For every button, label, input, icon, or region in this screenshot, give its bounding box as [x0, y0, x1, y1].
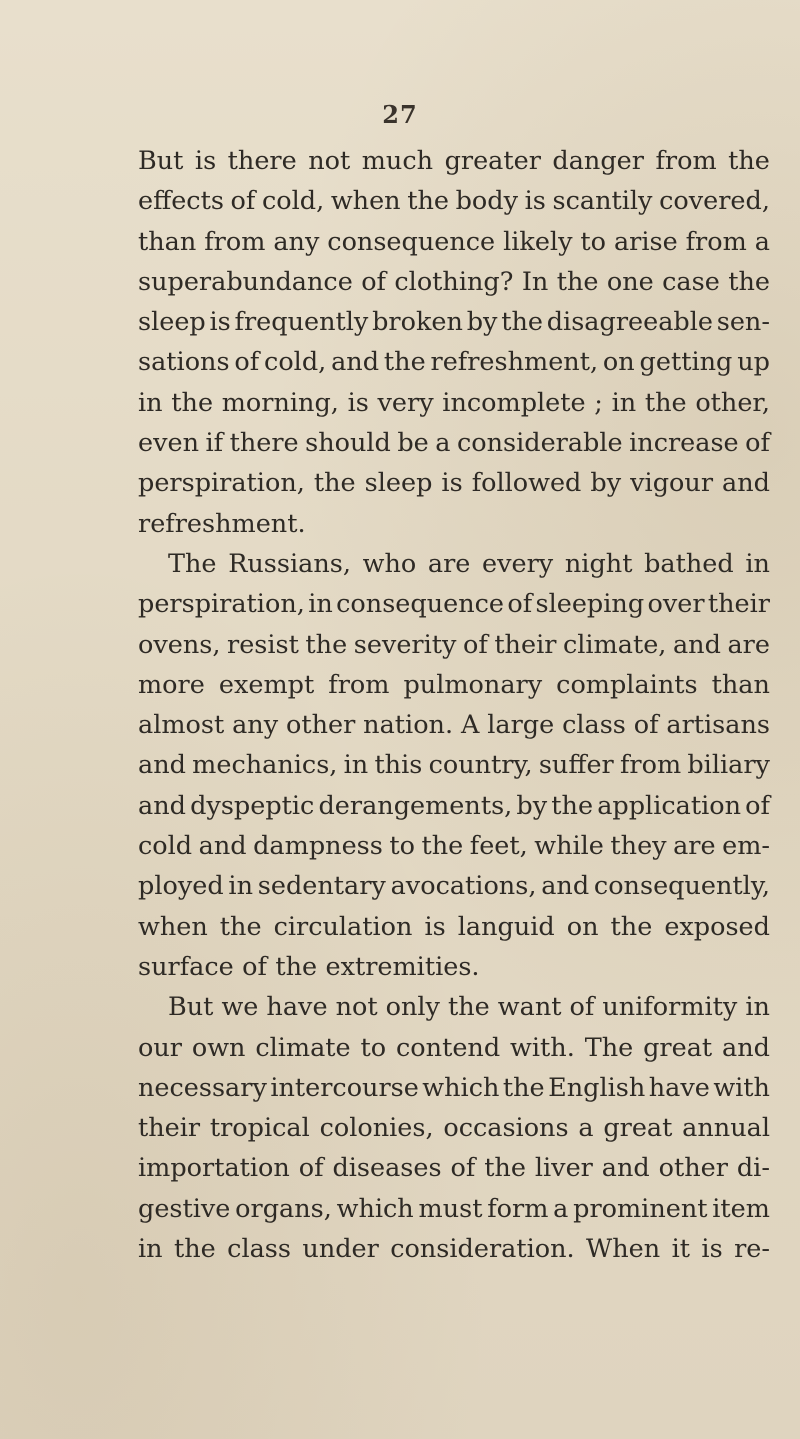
word: uniformity	[602, 992, 738, 1023]
word: great	[603, 1113, 673, 1144]
word: Russians,	[228, 548, 351, 579]
word: should	[305, 428, 391, 459]
text-line	[138, 584, 770, 624]
word: The	[584, 1032, 634, 1063]
word: broken	[372, 307, 463, 338]
text-line	[138, 342, 770, 382]
word: diseases	[332, 1153, 442, 1184]
word: of	[745, 790, 770, 821]
word: of	[234, 347, 260, 378]
page-number: 27	[382, 100, 418, 129]
word: if	[205, 428, 224, 459]
word: the	[728, 146, 770, 176]
text-line	[138, 181, 770, 221]
word: arise	[613, 226, 678, 257]
word: other	[286, 710, 356, 741]
word: much	[361, 146, 434, 176]
text-line	[138, 262, 770, 302]
word: of	[361, 266, 386, 297]
word: from	[685, 226, 747, 257]
word: But	[168, 992, 214, 1023]
word: organs,	[235, 1193, 332, 1224]
word: not	[308, 146, 351, 176]
text-line	[138, 705, 770, 745]
text-line	[138, 1068, 770, 1108]
word: want	[497, 992, 562, 1023]
word: on	[602, 347, 635, 378]
word: liver	[534, 1153, 593, 1184]
text-line	[138, 383, 770, 423]
word: cold,	[264, 347, 327, 378]
word: is	[441, 468, 463, 499]
word: in	[343, 750, 369, 781]
word: of	[507, 589, 533, 620]
word: The	[168, 548, 217, 579]
word: of	[298, 1153, 324, 1184]
word: a	[435, 428, 451, 459]
word: which	[422, 1072, 500, 1103]
word: But	[138, 146, 184, 176]
word: own	[191, 1032, 246, 1063]
text-line	[138, 1229, 770, 1269]
word: and	[601, 1153, 650, 1184]
word: bathed	[644, 548, 734, 579]
word: consideration.	[390, 1234, 575, 1265]
word: are	[727, 629, 770, 660]
word: a	[578, 1113, 594, 1144]
word: are	[427, 548, 471, 579]
word: when	[138, 911, 208, 942]
word: and	[722, 1032, 770, 1063]
word: cold,	[261, 186, 325, 217]
word: feet,	[469, 831, 528, 862]
text-line	[138, 907, 770, 947]
text-line	[138, 141, 770, 181]
word: artisans	[666, 710, 770, 741]
word: other,	[695, 387, 770, 418]
word: the	[171, 387, 214, 418]
word: em-	[722, 831, 770, 862]
word: A	[460, 710, 480, 741]
text-line	[138, 665, 770, 705]
text-line	[138, 463, 770, 503]
word: a	[553, 1193, 569, 1224]
text-line	[138, 826, 770, 866]
word: case	[662, 266, 720, 297]
word: annual	[682, 1113, 770, 1144]
word: in	[611, 387, 637, 418]
word: clothing?	[394, 266, 514, 297]
word: ;	[594, 387, 603, 418]
word: is	[701, 1234, 723, 1265]
word: under	[302, 1234, 379, 1265]
word: in	[138, 387, 163, 418]
word: English	[548, 1072, 646, 1103]
body-text	[0, 141, 800, 1269]
word: the	[501, 307, 543, 338]
word: and	[672, 629, 721, 660]
word: the	[610, 911, 653, 942]
word: from	[328, 669, 390, 700]
word: body	[455, 186, 518, 217]
word: in	[228, 871, 254, 902]
text-line	[138, 947, 770, 987]
word: of	[745, 428, 770, 459]
text-line	[138, 504, 770, 544]
word: the	[407, 186, 449, 217]
word: resist	[227, 629, 299, 660]
word: the	[275, 951, 318, 982]
word: the	[305, 629, 348, 660]
word: who	[362, 548, 417, 579]
word: not	[335, 992, 378, 1023]
word: followed	[471, 468, 582, 499]
word: dyspeptic	[190, 790, 315, 821]
word: surface	[138, 951, 234, 982]
word: the	[219, 911, 262, 942]
word: application	[597, 790, 742, 821]
word: disagreeable	[546, 307, 713, 338]
word: every	[482, 548, 554, 579]
word: of	[462, 629, 488, 660]
word: there	[229, 428, 299, 459]
word: the	[502, 1072, 545, 1103]
word: to	[389, 831, 415, 862]
word: they	[610, 831, 667, 862]
word: superabundance	[138, 266, 353, 297]
word: sleep	[138, 307, 206, 338]
word: is	[524, 186, 546, 217]
word: from	[619, 750, 682, 781]
word: circulation	[273, 911, 413, 942]
word: and	[722, 468, 770, 499]
word: and	[138, 790, 186, 821]
word: in	[308, 589, 333, 620]
word: di-	[736, 1153, 770, 1184]
word: this	[374, 750, 423, 781]
word: dampness	[253, 831, 383, 862]
word: more	[138, 669, 205, 700]
word: sleep	[364, 468, 433, 499]
word: sedentary	[257, 871, 386, 902]
word: the	[313, 468, 356, 499]
word: perspiration,	[138, 589, 305, 620]
word: complaints	[556, 669, 698, 700]
word: by	[466, 307, 498, 338]
word: which	[336, 1193, 414, 1224]
text-line	[138, 1028, 770, 1068]
word: on	[566, 911, 599, 942]
word: mechanics,	[192, 750, 338, 781]
word: our	[138, 1032, 182, 1063]
word: the	[551, 790, 594, 821]
word: country,	[428, 750, 533, 781]
word: of	[633, 710, 659, 741]
word: a	[754, 226, 770, 257]
word: large	[487, 710, 555, 741]
word: considerable	[456, 428, 623, 459]
word: are	[673, 831, 716, 862]
text-line	[138, 1148, 770, 1188]
word: to	[580, 226, 607, 257]
word: exempt	[218, 669, 315, 700]
word: the	[484, 1153, 526, 1184]
word: other	[658, 1153, 728, 1184]
word: and	[331, 347, 380, 378]
word: the	[174, 1234, 216, 1265]
word: greater	[444, 146, 541, 176]
word: nation.	[363, 710, 454, 741]
word: of	[569, 992, 595, 1023]
word: intercourse	[270, 1072, 419, 1103]
word: almost	[138, 710, 225, 741]
word: In	[521, 266, 549, 297]
word: the	[644, 387, 687, 418]
word: sen-	[716, 307, 770, 338]
word: must	[418, 1193, 483, 1224]
word: to	[360, 1032, 387, 1063]
word: colonies,	[319, 1113, 434, 1144]
word: ovens,	[138, 629, 221, 660]
word: have	[266, 992, 328, 1023]
word: importation	[138, 1153, 290, 1184]
word: very	[377, 387, 434, 418]
word: the	[728, 266, 770, 297]
word: extremities.	[325, 951, 480, 982]
word: we	[221, 992, 259, 1023]
word: in	[745, 548, 770, 579]
word: with.	[510, 1032, 575, 1063]
word: class	[562, 710, 626, 741]
word: prominent	[573, 1193, 708, 1224]
word: derangements,	[318, 790, 513, 821]
word: is	[194, 146, 217, 176]
word: climate	[255, 1032, 351, 1063]
word: gestive	[138, 1193, 231, 1224]
word: effects	[138, 186, 224, 217]
word: item	[712, 1193, 770, 1224]
word: languid	[457, 911, 555, 942]
text-line	[138, 866, 770, 906]
word: the	[421, 831, 464, 862]
word: in	[745, 992, 770, 1023]
word: and	[541, 871, 590, 902]
word: only	[385, 992, 440, 1023]
word: over	[647, 589, 705, 620]
word: increase	[629, 428, 739, 459]
text-line	[138, 423, 770, 463]
word: it	[671, 1234, 691, 1265]
word: night	[564, 548, 633, 579]
word: biliary	[687, 750, 770, 781]
word: When	[586, 1234, 661, 1265]
word: of	[450, 1153, 476, 1184]
word: the	[448, 992, 490, 1023]
word: their	[494, 629, 557, 660]
text-line	[138, 1189, 770, 1229]
text-line	[168, 987, 770, 1027]
word: of	[242, 951, 267, 982]
word: than	[138, 226, 197, 257]
word: getting	[639, 347, 733, 378]
word: scantily	[552, 186, 653, 217]
word: great	[643, 1032, 713, 1063]
word: when	[330, 186, 401, 217]
word: exposed	[664, 911, 770, 942]
text-line	[138, 625, 770, 665]
word: severity	[353, 629, 457, 660]
word: the	[556, 266, 599, 297]
word: consequence	[336, 589, 505, 620]
word: ployed	[138, 871, 224, 902]
text-line	[138, 222, 770, 262]
text-line	[138, 786, 770, 826]
word: refreshment.	[138, 508, 306, 539]
word: any	[273, 226, 320, 257]
text-line	[138, 302, 770, 342]
text-line	[138, 745, 770, 785]
word: even	[138, 428, 200, 459]
word: there	[227, 146, 297, 176]
word: contend	[396, 1032, 501, 1063]
word: is	[209, 307, 231, 338]
word: from	[204, 226, 266, 257]
word: their	[707, 589, 770, 620]
word: have	[648, 1072, 710, 1103]
word: is	[424, 911, 446, 942]
word: incomplete	[442, 387, 586, 418]
word: be	[397, 428, 429, 459]
word: is	[347, 387, 369, 418]
text-line	[168, 544, 770, 584]
word: occasions	[443, 1113, 569, 1144]
word: re-	[734, 1234, 770, 1265]
word: and	[138, 750, 186, 781]
word: of	[230, 186, 256, 217]
word: sations	[138, 347, 230, 378]
word: class	[227, 1234, 291, 1265]
word: any	[232, 710, 279, 741]
word: by	[590, 468, 622, 499]
word: the	[383, 347, 426, 378]
word: sleeping	[535, 589, 645, 620]
word: necessary	[138, 1072, 267, 1103]
word: up	[737, 347, 770, 378]
word: and	[198, 831, 247, 862]
word: from	[655, 146, 717, 176]
word: one	[606, 266, 654, 297]
word: cold	[138, 831, 193, 862]
word: consequence	[327, 226, 496, 257]
word: tropical	[209, 1113, 310, 1144]
word: suffer	[538, 750, 614, 781]
word: while	[534, 831, 604, 862]
word: perspiration,	[138, 468, 305, 499]
word: consequently,	[593, 871, 770, 902]
word: climate,	[562, 629, 667, 660]
word: danger	[552, 146, 644, 176]
word: than	[711, 669, 770, 700]
word: form	[487, 1193, 549, 1224]
word: vigour	[630, 468, 714, 499]
word: their	[138, 1113, 201, 1144]
text-line	[138, 1108, 770, 1148]
word: in	[138, 1234, 163, 1265]
word: likely	[503, 226, 573, 257]
word: covered,	[659, 186, 770, 217]
word: morning,	[221, 387, 339, 418]
word: frequently	[234, 307, 369, 338]
word: pulmonary	[403, 669, 543, 700]
word: with	[713, 1072, 770, 1103]
word: avocations,	[390, 871, 537, 902]
word: refreshment,	[430, 347, 599, 378]
word: by	[516, 790, 548, 821]
